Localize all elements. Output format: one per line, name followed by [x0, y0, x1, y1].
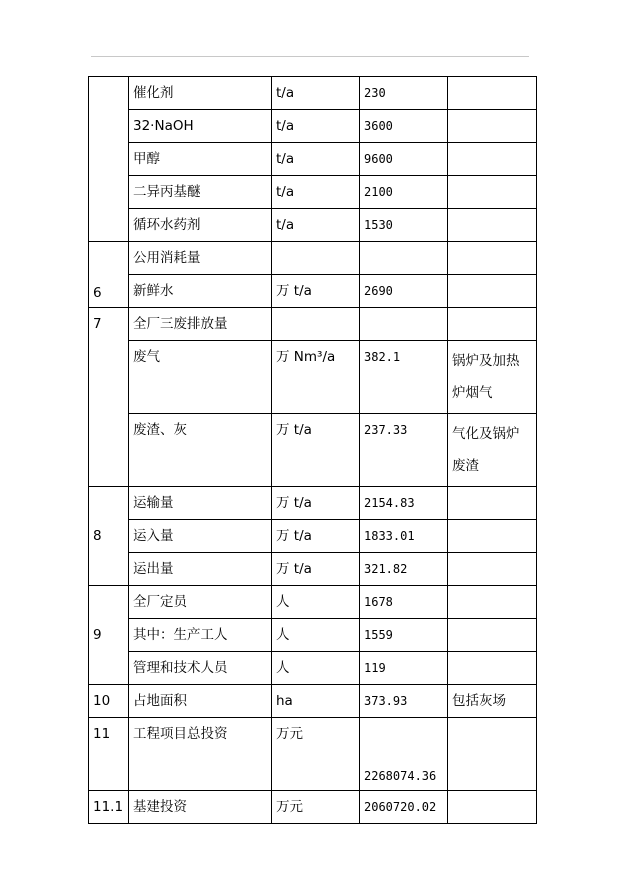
item-cell: 32·NaOH — [129, 110, 272, 143]
unit-cell: 人 — [272, 619, 360, 652]
table-row — [89, 520, 537, 553]
table-row — [89, 619, 537, 652]
unit-cell: t/a — [272, 209, 360, 242]
value-cell: 373.93 — [360, 685, 448, 718]
table-row — [89, 487, 537, 520]
table-row — [89, 176, 537, 209]
note-cell: 包括灰场 — [448, 685, 537, 718]
value-cell: 1530 — [360, 209, 448, 242]
table-row — [89, 275, 537, 308]
unit-cell: t/a — [272, 77, 360, 110]
table-row — [89, 414, 537, 487]
table-row — [89, 586, 537, 619]
value-cell: 1833.01 — [360, 520, 448, 553]
item-cell: 其中：生产工人 — [129, 619, 272, 652]
value-cell: 1678 — [360, 586, 448, 619]
item-cell: 循环水药剂 — [129, 209, 272, 242]
unit-cell: 万 t/a — [272, 414, 360, 487]
table-row — [89, 685, 537, 718]
value-cell: 2690 — [360, 275, 448, 308]
unit-cell: 万 t/a — [272, 520, 360, 553]
item-cell: 基建投资 — [129, 791, 272, 824]
note-cell — [448, 110, 537, 143]
note-cell: 锅炉及加热炉烟气 — [448, 341, 537, 414]
value-cell: 2268074.36 — [360, 718, 448, 791]
unit-cell: 人 — [272, 586, 360, 619]
page-header-rule — [91, 56, 529, 57]
table-row — [89, 242, 537, 275]
value-cell — [360, 242, 448, 275]
note-cell — [448, 718, 537, 791]
item-cell: 公用消耗量 — [129, 242, 272, 275]
note-cell — [448, 553, 537, 586]
table-row — [89, 341, 537, 414]
item-cell: 全厂定员 — [129, 586, 272, 619]
table-row — [89, 143, 537, 176]
note-cell — [448, 586, 537, 619]
value-cell: 1559 — [360, 619, 448, 652]
unit-cell: 万 t/a — [272, 553, 360, 586]
unit-cell: 万 Nm³/a — [272, 341, 360, 414]
note-cell — [448, 652, 537, 685]
note-cell — [448, 520, 537, 553]
table-row — [89, 209, 537, 242]
item-cell: 新鲜水 — [129, 275, 272, 308]
row-number-cell: 7 — [89, 308, 129, 487]
unit-cell — [272, 308, 360, 341]
unit-cell: t/a — [272, 110, 360, 143]
table-row — [89, 652, 537, 685]
row-number-cell: 9 — [89, 586, 129, 685]
table-row — [89, 553, 537, 586]
value-cell: 2154.83 — [360, 487, 448, 520]
unit-cell: 万 t/a — [272, 487, 360, 520]
unit-cell: ha — [272, 685, 360, 718]
item-cell: 工程项目总投资 — [129, 718, 272, 791]
table-row — [89, 77, 537, 110]
value-cell: 321.82 — [360, 553, 448, 586]
item-cell: 占地面积 — [129, 685, 272, 718]
table-row — [89, 791, 537, 824]
row-number-cell: 8 — [89, 487, 129, 586]
note-cell — [448, 176, 537, 209]
note-cell — [448, 275, 537, 308]
item-cell: 运入量 — [129, 520, 272, 553]
item-cell: 管理和技术人员 — [129, 652, 272, 685]
value-cell: 382.1 — [360, 341, 448, 414]
note-cell — [448, 77, 537, 110]
value-cell: 2060720.02 — [360, 791, 448, 824]
table-row — [89, 110, 537, 143]
note-cell — [448, 209, 537, 242]
row-number-cell: 6 — [89, 242, 129, 308]
value-cell: 237.33 — [360, 414, 448, 487]
note-cell — [448, 143, 537, 176]
unit-cell: 人 — [272, 652, 360, 685]
value-cell — [360, 308, 448, 341]
row-number-cell: 11 — [89, 718, 129, 791]
item-cell: 废气 — [129, 341, 272, 414]
parameters-table — [88, 76, 537, 824]
note-cell — [448, 619, 537, 652]
note-cell — [448, 791, 537, 824]
item-cell: 运输量 — [129, 487, 272, 520]
unit-cell: 万元 — [272, 791, 360, 824]
value-cell: 3600 — [360, 110, 448, 143]
unit-cell: 万元 — [272, 718, 360, 791]
item-cell: 废渣、灰 — [129, 414, 272, 487]
note-cell — [448, 487, 537, 520]
table-row — [89, 308, 537, 341]
note-cell — [448, 308, 537, 341]
note-cell — [448, 242, 537, 275]
value-cell: 230 — [360, 77, 448, 110]
item-cell: 运出量 — [129, 553, 272, 586]
value-cell: 9600 — [360, 143, 448, 176]
unit-cell: t/a — [272, 143, 360, 176]
unit-cell: 万 t/a — [272, 275, 360, 308]
value-cell: 119 — [360, 652, 448, 685]
table-row — [89, 718, 537, 791]
value-cell: 2100 — [360, 176, 448, 209]
item-cell: 甲醇 — [129, 143, 272, 176]
row-number-cell — [89, 77, 129, 242]
note-cell: 气化及锅炉废渣 — [448, 414, 537, 487]
item-cell: 二异丙基醚 — [129, 176, 272, 209]
unit-cell: t/a — [272, 176, 360, 209]
item-cell: 全厂三废排放量 — [129, 308, 272, 341]
unit-cell — [272, 242, 360, 275]
row-number-cell: 11.1 — [89, 791, 129, 824]
row-number-cell: 10 — [89, 685, 129, 718]
item-cell: 催化剂 — [129, 77, 272, 110]
